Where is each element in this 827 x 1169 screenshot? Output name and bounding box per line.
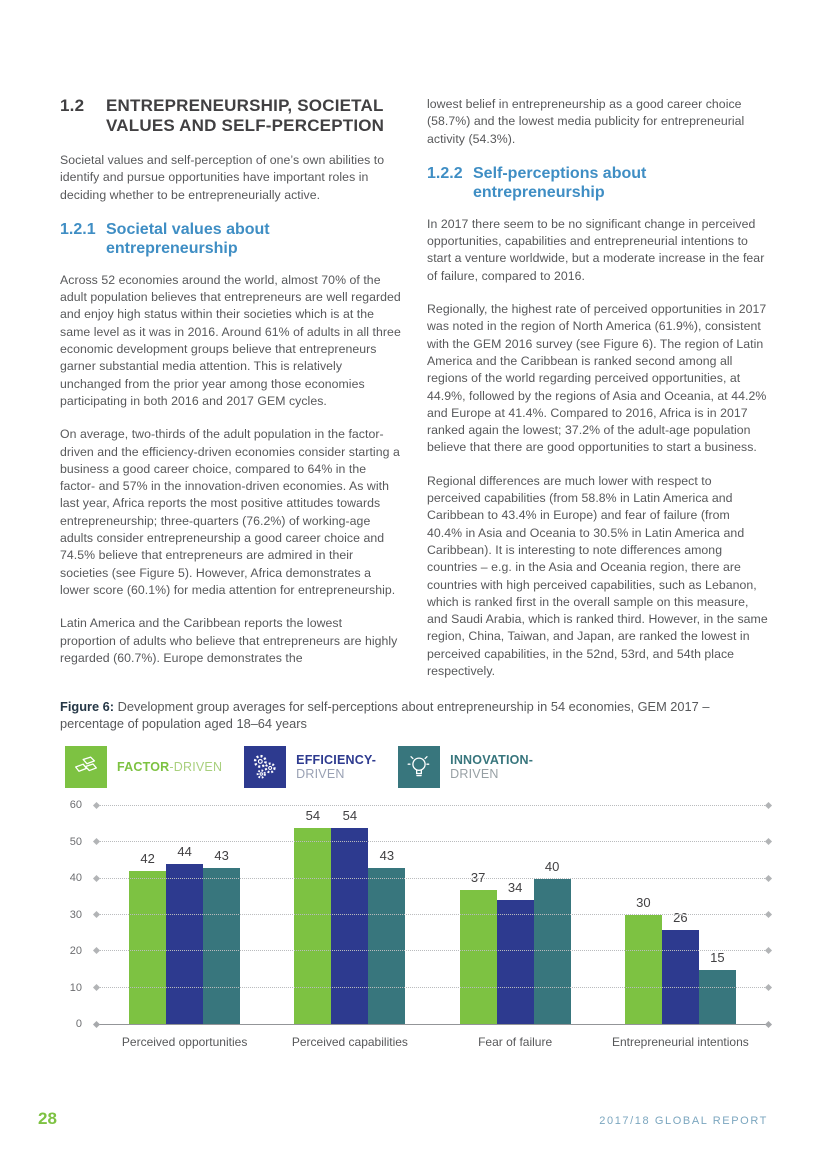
- bar-innovation-driven: [699, 806, 736, 1024]
- bar-value-label: 54: [342, 807, 358, 823]
- category-label: Perceived opportunities: [121, 1035, 248, 1049]
- bar: [460, 890, 497, 1024]
- legend-label: [450, 753, 533, 781]
- bar-factor-driven: [294, 806, 331, 1024]
- subsection-number: 1.2.2: [427, 164, 463, 182]
- y-axis-tick-label: 10: [69, 981, 82, 994]
- legend-label-bold: EFFICIENCY-: [296, 753, 377, 767]
- paragraph: lowest belief in entrepreneurship as a good career choice (58.7%) and the lowest media publicity for entrepreneurial activity (54.3%).: [427, 97, 745, 146]
- bar-group: [267, 806, 432, 1024]
- chart-y-axis: [60, 799, 96, 1030]
- subsection-heading-1: [60, 220, 401, 258]
- gold-bars-icon: [71, 752, 101, 782]
- bar-value-label: 30: [636, 895, 651, 910]
- legend-label-bold: FACTOR: [117, 760, 170, 774]
- two-column-text: [60, 96, 768, 696]
- bar-innovation-driven: [368, 806, 405, 1024]
- y-axis-tick-label: 0: [75, 1018, 82, 1030]
- bar-group: [102, 806, 267, 1024]
- bar: [203, 868, 240, 1024]
- legend-item-innovation-driven: [398, 746, 533, 788]
- subsection-heading-2: [427, 164, 768, 202]
- lightbulb-icon: [404, 752, 434, 782]
- gridline: [96, 987, 769, 988]
- bar-efficiency-driven: [662, 806, 699, 1024]
- bar: [497, 900, 534, 1024]
- bar-efficiency-driven: [166, 806, 203, 1024]
- subsection-title: Self-perceptions about entrepreneurship: [473, 164, 647, 201]
- chart-groups: [96, 806, 769, 1024]
- y-axis-tick-label: 60: [69, 799, 82, 811]
- section-title: ENTREPRENEURSHIP, SOCIETAL VALUES AND SELF-PERCEPTION: [106, 96, 385, 135]
- bar-factor-driven: [129, 806, 166, 1024]
- section-number: 1.2: [60, 96, 85, 115]
- bar-innovation-driven: [203, 806, 240, 1024]
- page-number: 28: [38, 1109, 57, 1128]
- legend-label-light: -DRIVEN: [169, 760, 223, 774]
- section-heading: [60, 96, 401, 136]
- bar: [662, 930, 699, 1024]
- legend-item-efficiency-driven: [244, 746, 376, 788]
- figure-6: [60, 698, 769, 1049]
- bar-efficiency-driven: [331, 806, 368, 1024]
- intro-paragraph: Societal values and self-perception of one’s own abilities to identify and pursue opportunities have important roles in deciding whether to be entrepreneurially active.: [60, 153, 385, 202]
- right-column: [427, 96, 768, 696]
- gridline: [96, 914, 769, 915]
- legend-label-bold: INNOVATION-: [450, 753, 534, 767]
- bar: [699, 970, 736, 1025]
- bar-value-label: 43: [379, 847, 395, 863]
- chart-plot: [96, 806, 769, 1025]
- bar-value-label: 43: [214, 847, 229, 863]
- innovation-driven-swatch: [398, 746, 440, 788]
- gridline: [96, 950, 769, 951]
- bar-value-label: 44: [177, 844, 192, 860]
- legend-label: [117, 760, 222, 774]
- category-label: Entrepreneurial intentions: [611, 1035, 749, 1049]
- paragraph: On average, two-thirds of the adult population in the factor-driven and the efficiency-driven economies consider starting a business a good career choice, compared to 64% in the factor- and 57% in the innovation-driven economies. As with last year, Africa reports the most positive attitudes towards entrepreneurship; three-quarters (76.2%) of working-age adults consider entrepreneurship a good career choice and 74.5% believe that entrepreneurs are admired in their societies (see Figure 5). However, Africa demonstrates a lower score (60.1%) for media attention for entrepreneurship.: [60, 427, 400, 597]
- gridline: [96, 805, 769, 806]
- paragraph: Latin America and the Caribbean reports the lowest proportion of adults who believe that entrepreneurs are highly regarded (60.7%). Europe demonstrates the: [60, 616, 398, 665]
- paragraph: Regionally, the highest rate of perceived opportunities in 2017 was noted in the region of North America (61.9%), consistent with the GEM 2016 survey (see Figure 6). The region of Latin America and the Caribbean is ranked second among all regions of the world regarding perceived opportunities, at 44.9%, followed by the regions of Asia and Oceania, at 44.2% and Europe at 41.4%. Compared to 2016, Africa is in 2017 ranked again the lowest; 37.2% of the adult-age population believe that there are good opportunities to start a business.: [427, 302, 767, 455]
- efficiency-driven-swatch: [244, 746, 286, 788]
- bar-value-label: 40: [544, 858, 560, 874]
- gridline: [96, 878, 769, 879]
- bar-group: [598, 806, 763, 1024]
- y-axis-tick-label: 20: [69, 945, 82, 958]
- page-footer: [38, 1109, 768, 1129]
- bar: [129, 871, 166, 1024]
- bar-innovation-driven: [534, 806, 571, 1024]
- paragraph: Regional differences are much lower with respect to perceived capabilities (from 58.8% in Latin America and Caribbean to 43.4% in Europe) and fear of failure (from 40.4% in Asia and Oceania to 30.5% in Latin America and Caribbean). It is interesting to note differences among countries – e.g. in the Asia and Oceania region, there are countries with high perceived capabilities, such as Lebanon, which is ranked first in the overall sample on this measure, and Saudi Arabia, which is ranked third. However, in the same region, China, Taiwan, and Japan, are ranked the lowest in perceived capabilities, in the 52nd, 53rd, and 54th place respectively.: [427, 473, 768, 679]
- paragraph: Across 52 economies around the world, almost 70% of the adult population believes that entrepreneurs are well regarded and enjoy high status within their societies which is at the same level as it was in 2016. Around 61% of adults in all three economic development groups believe that entrepreneurs garner substantial media attention. This is relatively unchanged from the prior year among those economies participating in both 2016 and 2017 GEM cycles.: [60, 272, 401, 408]
- paragraph: In 2017 there seem to be no significant change in perceived opportunities, capabilities and entrepreneurial intentions to start a venture worldwide, but a moderate increase in the fear of failure, compared to 2016.: [427, 216, 765, 283]
- chart-legend: [65, 746, 769, 788]
- figure-caption-text: Development group averages for self-perceptions about entrepreneurship in 54 economies, GEM 2017 – percentage of population aged 18–64 years: [60, 699, 710, 731]
- bar-value-label: 42: [140, 851, 155, 867]
- bar: [166, 864, 203, 1024]
- page-content: [60, 96, 768, 696]
- y-axis-tick-label: 40: [69, 872, 82, 885]
- bar: [625, 915, 662, 1024]
- left-column: [60, 96, 401, 696]
- bar-chart: [60, 799, 769, 1030]
- bar-factor-driven: [460, 806, 497, 1024]
- gears-icon: [250, 752, 280, 782]
- gridline: [96, 841, 769, 842]
- bar-efficiency-driven: [497, 806, 534, 1024]
- legend-label-light: DRIVEN: [450, 767, 499, 781]
- figure-caption: [60, 698, 769, 732]
- subsection-title: Societal values about entrepreneurship: [106, 220, 270, 257]
- legend-label: [296, 753, 376, 781]
- y-axis-tick-label: 30: [69, 908, 82, 921]
- bar-value-label: 15: [710, 949, 725, 965]
- bar: [368, 868, 405, 1024]
- bar-value-label: 34: [507, 880, 523, 896]
- chart-category-labels: [96, 1035, 769, 1049]
- y-axis-tick-label: 50: [69, 835, 82, 848]
- bar-group: [433, 806, 598, 1024]
- category-label: Perceived capabilities: [291, 1035, 408, 1049]
- subsection-number: 1.2.1: [60, 220, 96, 238]
- bar: [294, 828, 331, 1024]
- factor-driven-swatch: [65, 746, 107, 788]
- bar-value-label: 37: [470, 869, 486, 885]
- bar-value-label: 54: [305, 807, 321, 823]
- report-title: 2017/18 GLOBAL REPORT: [599, 1115, 768, 1127]
- legend-item-factor-driven: [65, 746, 222, 788]
- bar-value-label: 26: [673, 909, 688, 925]
- legend-label-light: DRIVEN: [296, 767, 345, 781]
- category-label: Fear of failure: [478, 1035, 553, 1049]
- figure-label: Figure 6:: [60, 699, 115, 714]
